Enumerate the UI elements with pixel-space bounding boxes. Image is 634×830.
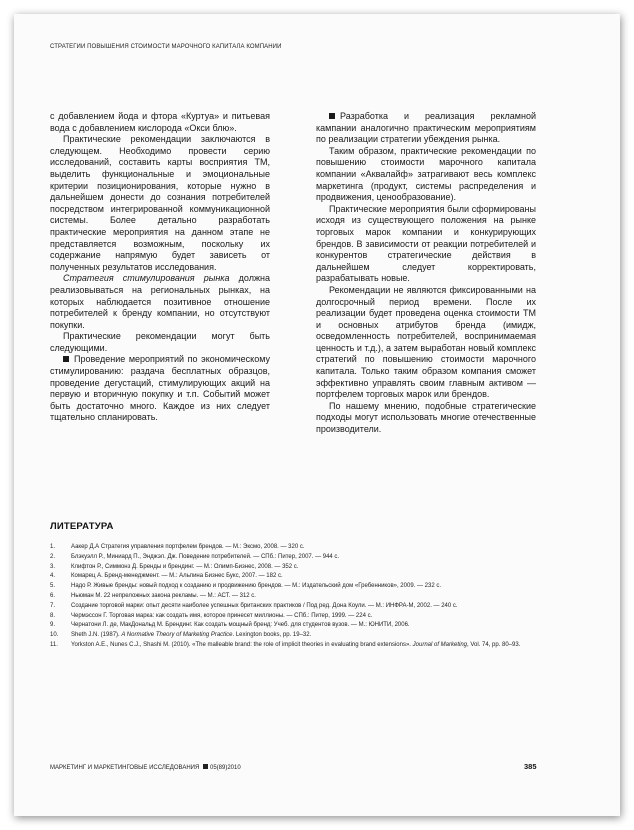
reference-list <box>50 543 550 651</box>
reference-number: 2. <box>50 553 56 560</box>
reference-number: 11. <box>50 641 58 648</box>
footer-journal <box>50 764 241 771</box>
reference-title: Journal of Marketing <box>412 641 468 648</box>
reference-text: Комарец А. Бренд-менеджмент. — М.: Альпина Бизнес Букс, 2007. — 182 с. <box>71 573 283 580</box>
square-bullet-icon <box>203 764 208 769</box>
reference-number: 4. <box>50 573 56 580</box>
reference-text: Создание торговой марки: опыт десяти наиболее успешных британских практиков / Под ред. Дона Коули. — М.: ИНФРА-М, 2002. — 240 с. <box>71 602 458 609</box>
reference-number: 8. <box>50 612 56 619</box>
paragraph <box>50 111 270 134</box>
right-column <box>316 111 536 436</box>
reference-item <box>50 572 550 582</box>
reference-item <box>50 582 550 592</box>
paragraph <box>316 146 536 204</box>
reference-text: Ньюман М. 22 непреложных закона рекламы. — М.: АСТ. — 312 с. <box>71 592 256 599</box>
reference-item <box>50 621 550 631</box>
paragraph-text: Практические рекомендации могут быть следующими. <box>50 331 270 353</box>
reference-text: Yorkston A.E., Nunes C.J., Shashi M. (2010). «The malleable brand: the role of implicit theories in evaluating brand extensions». <box>71 641 413 648</box>
reference-text: Sheth J.N. (1987). <box>71 632 122 639</box>
reference-item <box>50 563 550 573</box>
reference-text: Аакер Д.А Стратегия управления портфелем брендов. — М.: Эксмо, 2008. — 320 с. <box>71 544 305 550</box>
reference-number: 9. <box>50 622 56 629</box>
reference-number: 7. <box>50 602 56 609</box>
page-number: 385 <box>524 762 537 771</box>
reference-text: Клифтон Р., Симмонз Д. Бренды и брендинг. — М.: Олимп-Бизнес, 2008. — 352 с. <box>71 563 299 570</box>
reference-text: . Lexington books, pp. 19–32. <box>232 632 312 639</box>
paragraph <box>316 111 536 146</box>
paragraph-text: Практические рекомендации заключаются в следующем. Необходимо провести серию исследований, составить карты восприятия ТМ, выделить функциональные и эмоциональные критерии позиционирования, которые нужно в дальнейшем донести до сознания потребителей посредством интегрированной коммуникационной системы. Более детально разработать практические мероприятия на данном этапе не представляется возможным, поскольку их содержание напрямую будет зависеть от полученных результатов исследования. <box>50 134 270 272</box>
square-bullet-icon <box>63 356 69 362</box>
paragraph <box>316 285 536 401</box>
paragraph-text: Практические мероприятия были сформированы исходя из существующего положения на рынке торговых марок компании и конкурирующих брендов. В зависимости от реакции потребителей и конкурентов стратегические действия в дальнейшем следует корректировать, разрабатывать новые. <box>316 203 536 284</box>
issue-number: 05(89)2010 <box>209 765 241 771</box>
reference-number: 10. <box>50 632 59 639</box>
reference-item <box>50 641 550 651</box>
paragraph <box>50 273 270 331</box>
running-head: СТРАТЕГИИ ПОВЫШЕНИЯ СТОИМОСТИ МАРОЧНОГО КАПИТАЛА КОМПАНИИ <box>50 44 282 50</box>
reference-item <box>50 592 550 602</box>
paragraph <box>316 204 536 285</box>
literature-heading: ЛИТЕРАТУРА <box>50 521 114 532</box>
paragraph-text: Таким образом, практические рекомендации по повышению стоимости марочного капитала компании «Аквалайф» затрагивают весь комплекс маркетинга (продукт, системы распределения и продвижения, ценообразование). <box>316 145 536 203</box>
paragraph <box>50 354 270 424</box>
reference-item <box>50 553 550 563</box>
reference-text: , Vol. 74, pp. 80–93. <box>467 641 521 648</box>
journal-name: МАРКЕТИНГ И МАРКЕТИНГОВЫЕ ИССЛЕДОВАНИЯ <box>50 765 200 771</box>
left-column <box>50 111 270 424</box>
paragraph-text: Разработка и реализация рекламной кампании аналогично практическим мероприятиям по реализации стратегии убеждения рынка. <box>316 111 536 145</box>
reference-title: A Normative Theory of Marketing Practice <box>121 632 233 639</box>
paragraph <box>50 331 270 354</box>
reference-number: 1. <box>50 544 56 550</box>
square-bullet-icon <box>329 113 335 119</box>
paragraph-text: с добавлением йода и фтора «Куртуа» и питьевая вода с добавлением кислорода «Окси блю». <box>50 111 270 133</box>
paragraph <box>316 401 536 436</box>
paragraph-text: По нашему мнению, подобные стратегические подходы могут использовать многие отечественные производители. <box>316 400 536 435</box>
paragraph-text: Рекомендации не являются фиксированными на долгосрочный период времени. После их реализации будет проведена оценка стоимости ТМ и основных атрибутов бренда (имидж, осведомленность потребителей, воспринимаемая ценность и т.д.), а затем выработан новый комплекс стратегий по повышению стоимости марочного капитала. Только таким образом компания сможет эффективно управлять своим главным активом — портфелем торговых марок или брендов. <box>316 284 536 400</box>
reference-number: 3. <box>50 563 56 570</box>
reference-item <box>50 602 550 612</box>
reference-text: Надо Р. Живые бренды: новый подход к созданию и продвижению брендов. — М.: Издательский дом «Гребенников», 2009. — 232 с. <box>71 583 442 590</box>
paragraph-text: Проведение мероприятий по экономическому стимулированию: раздача бесплатных образцов, проведение дегустаций, стимулирующих акций на первую и вторичную покупку и т.п. Событий может быть достаточно много. Каждое из них следует тщательно спланировать. <box>50 354 270 423</box>
reference-text: Блэкуэлл Р., Миниард П., Энджэл. Дж. Поведение потребителей. — СПб.: Питер, 2007. — 944 с. <box>71 553 340 560</box>
paragraph <box>50 134 270 273</box>
reference-number: 5. <box>50 583 56 590</box>
reference-number: 6. <box>50 592 56 599</box>
reference-item <box>50 612 550 622</box>
reference-text: Чернатони Л. де, МакДональд М. Брендинг. Как создать мощный бренд: Учеб. для студентов вузов. — М.: ЮНИТИ, 2006. <box>71 622 410 629</box>
journal-page <box>14 14 620 816</box>
reference-item <box>50 543 550 553</box>
paragraph-text: должна реализовываться на региональных рынках, на которых наблюдается позитивное отношение потребителей к бренду компании, но отсутствуют покупки. <box>50 273 270 330</box>
reference-item <box>50 631 550 641</box>
emphasis-text: Стратегия стимулирования рынка <box>63 273 230 284</box>
reference-text: Чермэссон Г. Торговая марка: как создать имя, которое принесет миллионы. — СПб.: Питер, 1999. — 224 с. <box>71 612 373 619</box>
